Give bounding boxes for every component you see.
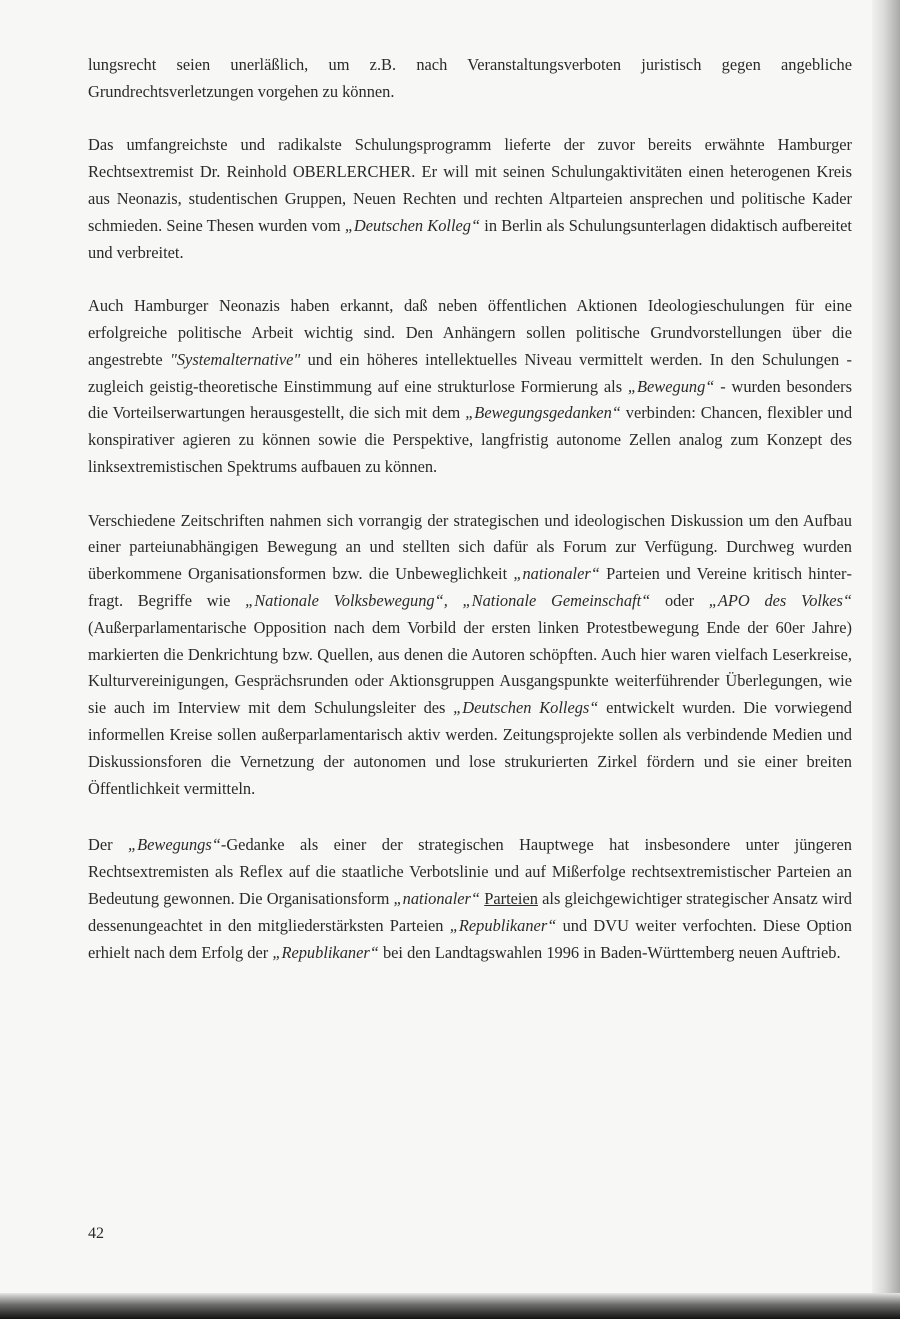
italic-text: „Bewegung“ — [627, 376, 715, 396]
italic-text: „Republikaner“ — [272, 942, 379, 962]
paragraph-1 — [88, 52, 852, 106]
book-bottom-edge — [0, 1293, 900, 1319]
text-run: und DVU weiter verfochten. Diese Option erhielt nach dem Erfolg der — [88, 915, 852, 962]
text-run: als gleichgewichtiger strategischer Ansatz wird dessenungeachtet in den mitgliederstärksten Parteien — [88, 888, 853, 935]
text-run: bei den Landtagswahlen 1996 in Baden-Württemberg neuen Auftrieb. — [378, 942, 841, 962]
body-text — [88, 52, 852, 993]
text-run: Auch Hamburger Neonazis haben erkannt, daß neben öffentlichen Aktionen Ideologieschulungen für eine erfolgreiche politische Arbeit wichtig sind. Den Anhängern sollen politische Grundvorstellungen über die angestrebte — [88, 296, 852, 369]
text-run: Der — [88, 835, 128, 855]
italic-text: „Deutschen Kollegs“ — [453, 698, 599, 718]
text-run: verbinden: Chancen, flexibler und konspirativer agieren zu können sowie die Perspektive, langfristig autonome Zellen analog zum Konzept des linksextremistischen Spektrums aufbauen zu können. — [88, 403, 853, 476]
text-run: lungsrecht seien unerläßlich, um z.B. nach Veranstaltungsverboten juristisch gegen angebliche Grundrechtsverletzungen vorgehen zu können. — [88, 55, 852, 101]
italic-text: „Bewegungsgedanken“ — [465, 403, 621, 423]
italic-text: „Republikaner“ — [449, 915, 557, 935]
text-run: Parteien und Vereine kritisch hinterfragt. Begriffe wie — [88, 564, 852, 610]
text-run: oder — [650, 590, 709, 610]
underlined-text: Parteien — [484, 888, 538, 908]
italic-text: "Systemalternative" — [169, 349, 301, 369]
text-run: in Berlin als Schulungsunterlagen didaktisch aufbereitet und verbreitet. — [88, 215, 852, 262]
paragraph-3 — [88, 293, 852, 481]
page-number: 42 — [88, 1225, 104, 1242]
text-run: und ein höheres intellektuelles Niveau vermittelt werden. In den Schulungen - zugleich geistig-theoretische Einstimmung auf eine strukturlose Formierung als — [88, 349, 852, 396]
italic-text: „nationaler“ — [393, 888, 481, 908]
text-run: -Gedanke als einer der strategischen Hauptwege hat insbesondere unter jüngeren Rechtsextremisten als Reflex auf die staatliche Verbotslinie und auf Mißerfolge rechtsextremistischer Parteien an Bedeutung gewonnen. Die Organisationsform — [88, 835, 852, 908]
italic-text: „Deutschen Kolleg“ — [344, 215, 481, 235]
paragraph-5 — [88, 832, 852, 966]
italic-text: „Nationale Volksbewegung“, „Nationale Gemeinschaft“ — [245, 590, 651, 610]
italic-text: „APO des Volkes“ — [708, 590, 852, 610]
text-run: - wurden besonders die Vorteilserwartungen herausgestellt, die sich mit dem — [88, 376, 852, 423]
text-run: Verschiedene Zeitschriften nahmen sich vorrangig der strategischen und ideologischen Diskussion um den Aufbau einer parteiunabhängigen Bewegung an und stellten sich dafür als Forum zur Verfügung. Durchweg wurden überkommene Organisationsformen bzw. die Unbeweglichkeit — [88, 510, 852, 584]
text-run: Das umfangreichste und radikalste Schulungsprogramm lieferte der zuvor bereits erwähnte Hamburger Rechtsextremist Dr. Reinhold OBERLERCHER. Er will mit seinen Schulungaktivitäten einen heterogenen Kreis aus Neonazis, studentischen Gruppen, Neuen Rechten und rechten Altparteien ansprechen und politische Kader schmieden. Seine Thesen wurden vom — [88, 135, 852, 235]
paragraph-4 — [88, 508, 852, 803]
text-run: (Außerparlamentarische Opposition nach dem Vorbild der ersten linken Protestbewegung Ende der 60er Jahre) markierten die Denkrichtung bzw. Quellen, aus denen die Autoren schöpften. Auch hier waren vielfach Leserkreise, Kulturvereinigungen, Gesprächsrunden oder Aktionsgruppen Ausgangspunkte weiterführender Überlegungen, wie sie auch im Interview mit dem Schulungsleiter des — [88, 617, 852, 718]
italic-text: „nationaler“ — [513, 564, 600, 584]
book-gutter-shadow — [872, 0, 900, 1319]
text-run: entwickelt wurden. Die vorwiegend informellen Kreise sollen außerparlamentarisch aktiv werden. Zeitungsprojekte sollen als verbindende Medien und Diskussionsforen die Vernetzung der autonomen und lose strukurierten Zirkel fördern und sie einer breiten Öffentlichkeit vermitteln. — [88, 698, 852, 798]
paragraph-2 — [88, 132, 852, 266]
italic-text: „Bewegungs“ — [127, 835, 221, 855]
